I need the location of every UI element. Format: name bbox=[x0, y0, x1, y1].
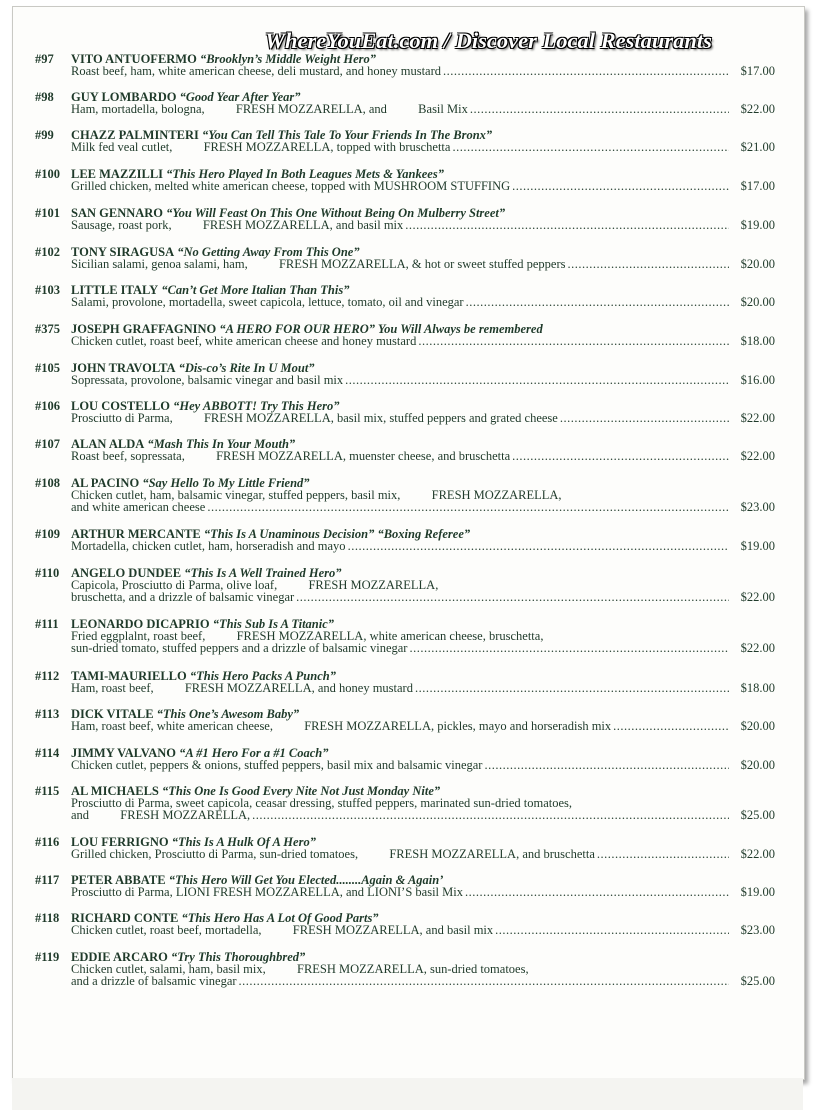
item-description: Roast beef, sopressata, FRESH MOZZARELLA, muenster cheese, and bruschetta bbox=[71, 449, 511, 463]
item-number: #107 bbox=[35, 437, 60, 451]
item-price: $22.00 bbox=[740, 102, 775, 116]
item-tagline: “Can’t Get More Italian Than This” bbox=[161, 283, 350, 297]
item-tagline: “Try This Thoroughbred” bbox=[171, 950, 306, 964]
item-number: #112 bbox=[35, 669, 60, 683]
dot-leader bbox=[409, 642, 729, 654]
menu-item bbox=[35, 951, 775, 987]
item-description: Chicken cutlet, roast beef, white american cheese and honey mustard bbox=[71, 334, 417, 348]
item-description: Ham, roast beef, white american cheese, FRESH MOZZARELLA, pickles, mayo and horseradish mix bbox=[71, 719, 612, 733]
dot-leader bbox=[239, 975, 729, 987]
item-tagline: “No Getting Away From This One” bbox=[177, 245, 360, 259]
item-description: Sicilian salami, genoa salami, ham, FRESH MOZZARELLA, & hot or sweet stuffed peppers bbox=[71, 257, 566, 271]
item-description: Grilled chicken, Prosciutto di Parma, sun-dried tomatoes, FRESH MOZZARELLA, and bruschetta bbox=[71, 847, 595, 861]
item-description-line bbox=[35, 975, 775, 987]
item-description: and a drizzle of balsamic vinegar bbox=[71, 974, 237, 988]
item-description-line bbox=[35, 335, 775, 347]
item-description: Capicola, Prosciutto di Parma, olive loaf, FRESH MOZZARELLA, bbox=[71, 578, 439, 592]
item-description-line bbox=[35, 501, 775, 513]
dot-leader bbox=[207, 501, 729, 513]
item-description: Prosciutto di Parma, FRESH MOZZARELLA, basil mix, stuffed peppers and grated cheese bbox=[71, 411, 558, 425]
item-price: $20.00 bbox=[740, 257, 775, 271]
item-tagline: “Brooklyn’s Middle Weight Hero” bbox=[199, 52, 377, 66]
item-number: #116 bbox=[35, 835, 60, 849]
item-name: EDDIE ARCARO bbox=[71, 950, 168, 964]
item-description-line bbox=[35, 759, 775, 771]
item-description: Salami, provolone, mortadella, sweet capicola, lettuce, tomato, oil and vinegar bbox=[71, 295, 464, 309]
dot-leader bbox=[418, 335, 729, 347]
item-number: #108 bbox=[35, 476, 60, 490]
item-name: LITTLE ITALY bbox=[71, 283, 159, 297]
item-number: #111 bbox=[35, 617, 59, 631]
item-tagline: “Good Year After Year” bbox=[179, 90, 301, 104]
menu-item bbox=[35, 912, 775, 936]
item-name: TONY SIRAGUSA bbox=[71, 245, 175, 259]
item-description-line bbox=[35, 180, 775, 192]
item-description-line bbox=[35, 886, 775, 898]
item-price: $25.00 bbox=[740, 808, 775, 822]
dot-leader bbox=[415, 682, 729, 694]
menu-item bbox=[35, 785, 775, 821]
item-description-line bbox=[35, 141, 775, 153]
menu-item bbox=[35, 874, 775, 898]
item-price: $22.00 bbox=[740, 847, 775, 861]
item-name: VITO ANTUOFERMO bbox=[71, 52, 197, 66]
item-name: JOHN TRAVOLTA bbox=[71, 361, 176, 375]
item-number: #106 bbox=[35, 399, 60, 413]
item-description: Chicken cutlet, salami, ham, basil mix, FRESH MOZZARELLA, sun-dried tomatoes, bbox=[71, 962, 529, 976]
site-watermark: WhereYouEat.com / Discover Local Restaurants bbox=[265, 28, 712, 53]
item-description-line bbox=[35, 258, 775, 270]
item-price: $22.00 bbox=[740, 411, 775, 425]
item-description: sun-dried tomato, stuffed peppers and a drizzle of balsamic vinegar bbox=[71, 641, 408, 655]
menu-item bbox=[35, 477, 775, 513]
item-price: $22.00 bbox=[740, 449, 775, 463]
item-price: $23.00 bbox=[740, 500, 775, 514]
item-price: $17.00 bbox=[740, 179, 775, 193]
item-number: #101 bbox=[35, 206, 60, 220]
item-description-line bbox=[35, 296, 775, 308]
item-name: ANGELO DUNDEE bbox=[71, 566, 182, 580]
menu-item bbox=[35, 246, 775, 270]
item-number: #97 bbox=[35, 52, 54, 66]
menu-item bbox=[35, 91, 775, 115]
menu-item bbox=[35, 168, 775, 192]
menu-item bbox=[35, 708, 775, 732]
item-price: $23.00 bbox=[740, 923, 775, 937]
item-tagline: “This One Is Good Every Nite Not Just Monday Nite” bbox=[162, 784, 441, 798]
item-number: #110 bbox=[35, 566, 60, 580]
item-description-line bbox=[35, 591, 775, 603]
item-name: PETER ABBATE bbox=[71, 873, 166, 887]
item-price: $20.00 bbox=[740, 719, 775, 733]
item-description-line bbox=[35, 540, 775, 552]
dot-leader bbox=[405, 219, 729, 231]
item-description: Ham, roast beef, FRESH MOZZARELLA, and honey mustard bbox=[71, 681, 413, 695]
item-price: $19.00 bbox=[740, 218, 775, 232]
page-bottom-edge bbox=[12, 1078, 803, 1110]
item-description: Sopressata, provolone, balsamic vinegar and basil mix bbox=[71, 373, 344, 387]
item-description: Ham, mortadella, bologna, FRESH MOZZARELLA, and Basil Mix bbox=[71, 102, 468, 116]
dot-leader bbox=[452, 141, 729, 153]
item-name: GUY LOMBARDO bbox=[71, 90, 177, 104]
menu-item bbox=[35, 438, 775, 462]
item-description-line bbox=[35, 809, 775, 821]
menu-item bbox=[35, 528, 775, 552]
item-name: TAMI-MAURIELLO bbox=[71, 669, 187, 683]
item-number: #99 bbox=[35, 128, 54, 142]
item-name: LOU FERRIGNO bbox=[71, 835, 169, 849]
item-description-line bbox=[35, 374, 775, 386]
item-name: LEE MAZZILLI bbox=[71, 167, 164, 181]
item-tagline: “Say Hello To My Little Friend” bbox=[142, 476, 310, 490]
item-name: RICHARD CONTE bbox=[71, 911, 179, 925]
item-tagline: “This One’s Awesom Baby” bbox=[156, 707, 300, 721]
menu-item bbox=[35, 670, 775, 694]
item-description: bruschetta, and a drizzle of balsamic vinegar bbox=[71, 590, 295, 604]
menu-item bbox=[35, 323, 775, 347]
item-price: $25.00 bbox=[740, 974, 775, 988]
menu-item bbox=[35, 618, 775, 654]
item-tagline: “This Hero Packs A Punch” bbox=[189, 669, 336, 683]
item-description: Mortadella, chicken cutlet, ham, horseradish and mayo bbox=[71, 539, 346, 553]
item-name: AL PACINO bbox=[71, 476, 140, 490]
menu-item bbox=[35, 567, 775, 603]
menu-item bbox=[35, 53, 775, 77]
item-tagline: “This Hero Played In Both Leagues Mets & Yankees” bbox=[166, 167, 444, 181]
item-name: DICK VITALE bbox=[71, 707, 154, 721]
item-tagline: “You Can Tell This Tale To Your Friends In The Bronx” bbox=[202, 128, 493, 142]
dot-leader bbox=[466, 296, 729, 308]
item-tagline: “A #1 Hero For a #1 Coach” bbox=[179, 746, 329, 760]
item-price: $17.00 bbox=[740, 64, 775, 78]
dot-leader bbox=[484, 759, 729, 771]
dot-leader bbox=[296, 591, 729, 603]
item-price: $18.00 bbox=[740, 681, 775, 695]
dot-leader bbox=[348, 540, 729, 552]
item-description: Sausage, roast pork, FRESH MOZZARELLA, and basil mix bbox=[71, 218, 404, 232]
item-number: #118 bbox=[35, 911, 60, 925]
item-price: $22.00 bbox=[740, 641, 775, 655]
item-name: ALAN ALDA bbox=[71, 437, 145, 451]
dot-leader bbox=[465, 886, 729, 898]
menu-item bbox=[35, 129, 775, 153]
item-tagline: “This Hero Has A Lot Of Good Parts” bbox=[181, 911, 379, 925]
item-description: Prosciutto di Parma, sweet capicola, ceasar dressing, stuffed peppers, marinated sun-dried tomatoes, bbox=[71, 796, 573, 810]
item-tagline: “This Is A Unaminous Decision” “Boxing Referee” bbox=[203, 527, 471, 541]
item-description-line bbox=[35, 848, 775, 860]
dot-leader bbox=[597, 848, 729, 860]
item-name: JOSEPH GRAFFAGNINO bbox=[71, 322, 217, 336]
item-number: #114 bbox=[35, 746, 60, 760]
menu-item bbox=[35, 362, 775, 386]
item-description-line bbox=[35, 65, 775, 77]
item-name: SAN GENNARO bbox=[71, 206, 164, 220]
item-description-line bbox=[35, 924, 775, 936]
item-number: #117 bbox=[35, 873, 60, 887]
item-number: #100 bbox=[35, 167, 60, 181]
item-description: and white american cheese bbox=[71, 500, 206, 514]
item-tagline: “You Will Feast On This One Without Being On Mulberry Street” bbox=[166, 206, 506, 220]
item-description: Roast beef, ham, white american cheese, deli mustard, and honey mustard bbox=[71, 64, 442, 78]
item-description: Chicken cutlet, peppers & onions, stuffed peppers, basil mix and balsamic vinegar bbox=[71, 758, 483, 772]
dot-leader bbox=[567, 258, 729, 270]
item-tagline: “This Is A Well Trained Hero” bbox=[184, 566, 342, 580]
dot-leader bbox=[495, 924, 729, 936]
item-price: $19.00 bbox=[740, 539, 775, 553]
item-description-line bbox=[35, 682, 775, 694]
item-price: $20.00 bbox=[740, 295, 775, 309]
dot-leader bbox=[560, 412, 729, 424]
item-name: CHAZZ PALMINTERI bbox=[71, 128, 199, 142]
item-tagline: “A HERO FOR OUR HERO” You Will Always be remembered bbox=[219, 322, 543, 336]
menu-item bbox=[35, 400, 775, 424]
item-name: LEONARDO DICAPRIO bbox=[71, 617, 210, 631]
item-description-line bbox=[35, 450, 775, 462]
item-tagline: “Dis-co’s Rite In U Mout” bbox=[178, 361, 315, 375]
dot-leader bbox=[613, 720, 729, 732]
item-name: JIMMY VALVANO bbox=[71, 746, 176, 760]
item-description-line bbox=[35, 720, 775, 732]
item-price: $18.00 bbox=[740, 334, 775, 348]
dot-leader bbox=[512, 180, 729, 192]
item-description: and FRESH MOZZARELLA, bbox=[71, 808, 251, 822]
item-number: #119 bbox=[35, 950, 60, 964]
menu-item bbox=[35, 836, 775, 860]
item-price: $16.00 bbox=[740, 373, 775, 387]
item-description: Milk fed veal cutlet, FRESH MOZZARELLA, topped with bruschetta bbox=[71, 140, 451, 154]
item-name: ARTHUR MERCANTE bbox=[71, 527, 201, 541]
item-name: AL MICHAELS bbox=[71, 784, 159, 798]
menu-item bbox=[35, 747, 775, 771]
item-description: Prosciutto di Parma, LIONI FRESH MOZZARELLA, and LIONI’S basil Mix bbox=[71, 885, 463, 899]
dot-leader bbox=[252, 809, 729, 821]
item-tagline: “Mash This In Your Mouth” bbox=[147, 437, 296, 451]
item-description: Grilled chicken, melted white american cheese, topped with MUSHROOM STUFFING bbox=[71, 179, 511, 193]
item-price: $20.00 bbox=[740, 758, 775, 772]
item-description-line bbox=[35, 412, 775, 424]
item-number: #105 bbox=[35, 361, 60, 375]
item-price: $21.00 bbox=[740, 140, 775, 154]
item-number: #98 bbox=[35, 90, 54, 104]
item-tagline: “Hey ABBOTT! Try This Hero” bbox=[173, 399, 340, 413]
item-name: LOU COSTELLO bbox=[71, 399, 170, 413]
item-description-line bbox=[35, 219, 775, 231]
item-tagline: “This Is A Hulk Of A Hero” bbox=[171, 835, 316, 849]
dot-leader bbox=[345, 374, 729, 386]
item-description-line bbox=[35, 642, 775, 654]
item-number: #375 bbox=[35, 322, 60, 336]
item-number: #115 bbox=[35, 784, 60, 798]
item-number: #103 bbox=[35, 283, 60, 297]
item-number: #113 bbox=[35, 707, 60, 721]
item-description: Chicken cutlet, roast beef, mortadella, FRESH MOZZARELLA, and basil mix bbox=[71, 923, 494, 937]
item-price: $22.00 bbox=[740, 590, 775, 604]
item-tagline: “This Sub Is A Titanic” bbox=[212, 617, 335, 631]
item-number: #102 bbox=[35, 245, 60, 259]
item-description: Chicken cutlet, ham, balsamic vinegar, stuffed peppers, basil mix, FRESH MOZZARELLA, bbox=[71, 488, 562, 502]
item-description: Fried eggplalnt, roast beef, FRESH MOZZARELLA, white american cheese, bruschetta, bbox=[71, 629, 544, 643]
item-tagline: “This Hero Will Get You Elected........Again & Again’ bbox=[168, 873, 444, 887]
item-number: #109 bbox=[35, 527, 60, 541]
item-price: $19.00 bbox=[740, 885, 775, 899]
dot-leader bbox=[470, 103, 729, 115]
dot-leader bbox=[512, 450, 729, 462]
menu-item bbox=[35, 207, 775, 231]
dot-leader bbox=[443, 65, 729, 77]
menu-item bbox=[35, 284, 775, 308]
item-description-line bbox=[35, 103, 775, 115]
